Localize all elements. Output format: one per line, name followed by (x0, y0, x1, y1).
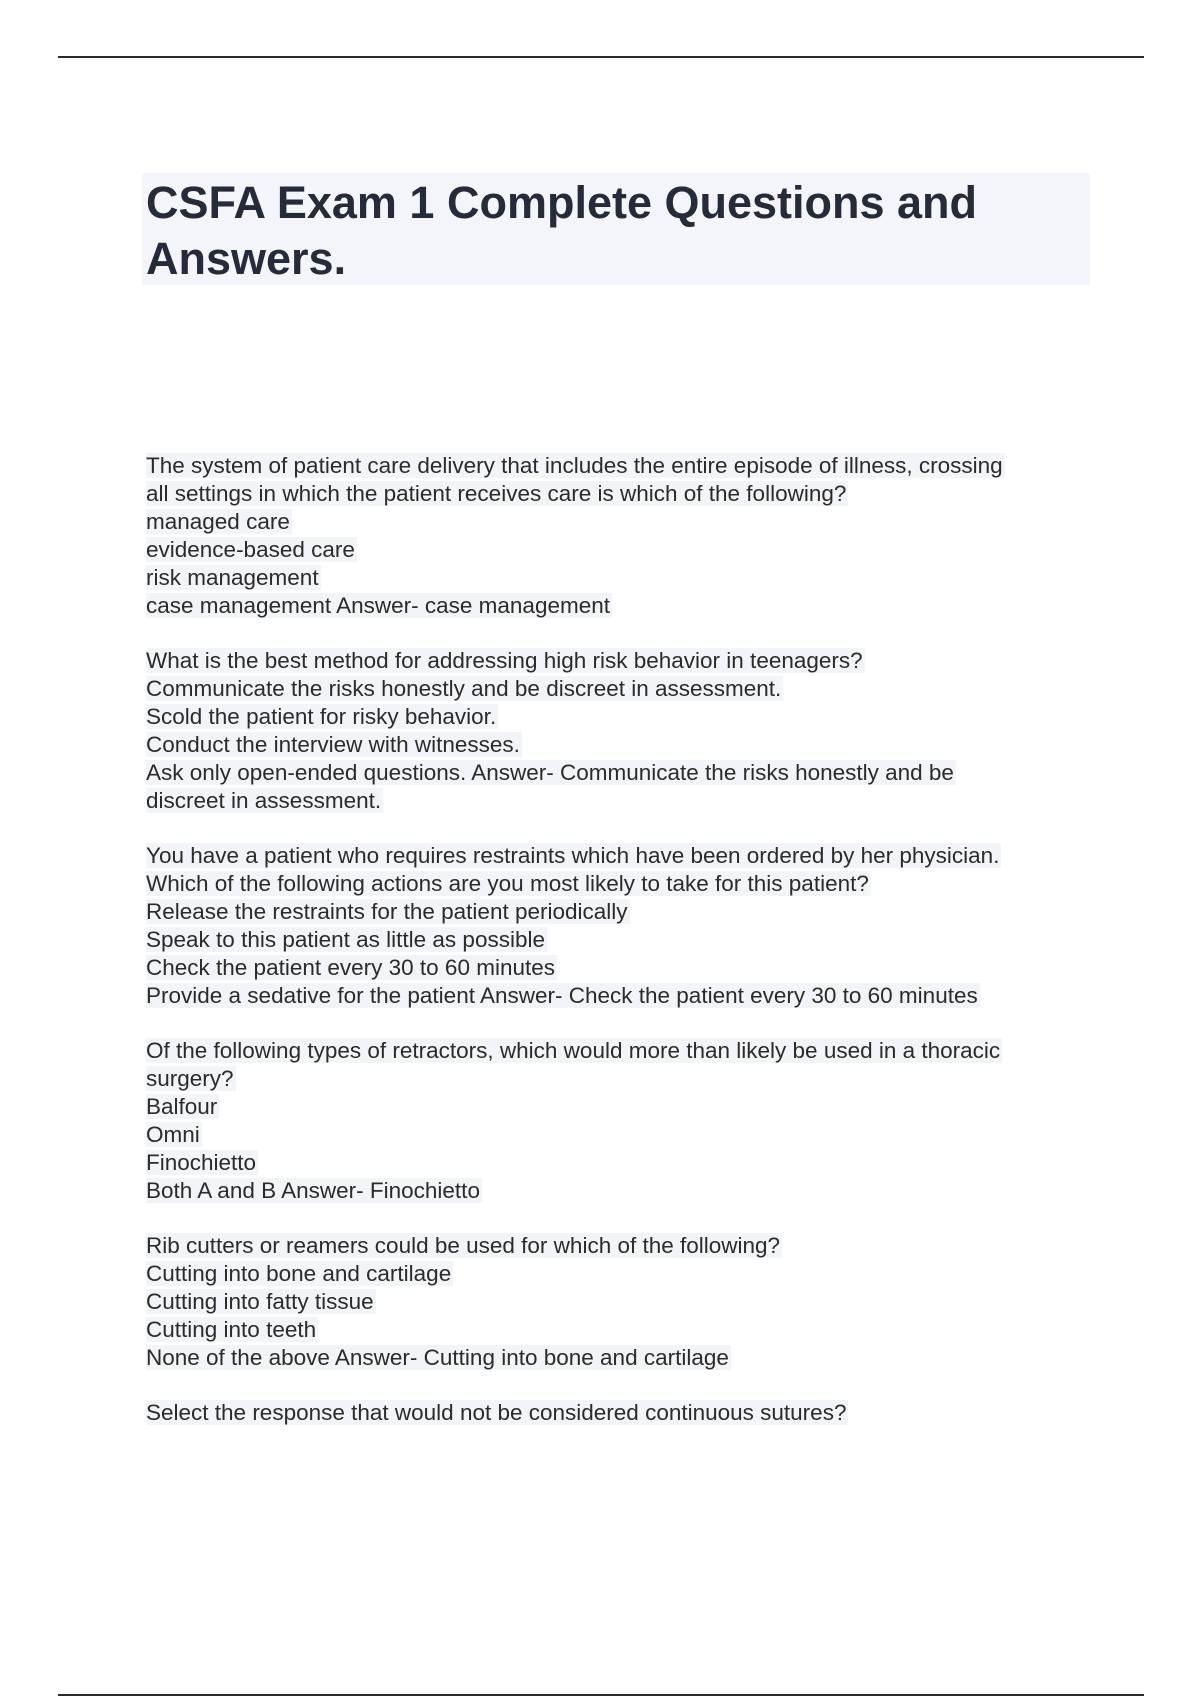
line-text: None of the above Answer- Cutting into bone and cartilage (146, 1345, 729, 1370)
title-line-2: Answers. (146, 233, 347, 284)
line-text: Cutting into fatty tissue (146, 1289, 374, 1314)
answer-option-line (146, 1288, 1086, 1316)
line-text: Ask only open-ended questions. Answer- Communicate the risks honestly and be (146, 760, 954, 785)
answer-option-line (146, 1093, 1086, 1121)
title-block (142, 173, 1090, 285)
answer-option-line (146, 926, 1086, 954)
answer-option-line (146, 508, 1086, 536)
line-text: What is the best method for addressing high risk behavior in teenagers? (146, 648, 863, 673)
answer-option-line (146, 982, 1086, 1010)
answer-option-line (146, 954, 1086, 982)
answer-option-line (146, 870, 1086, 898)
answer-option-line (146, 1344, 1086, 1372)
answer-option-line (146, 1316, 1086, 1344)
top-rule (58, 56, 1144, 58)
line-text: Omni (146, 1122, 200, 1147)
line-text: evidence-based care (146, 537, 355, 562)
line-text: Of the following types of retractors, which would more than likely be used in a thoracic (146, 1038, 1001, 1063)
answer-option-line (146, 592, 1086, 620)
line-text: Balfour (146, 1094, 218, 1119)
line-text: case management Answer- case management (146, 593, 610, 618)
line-text: Provide a sedative for the patient Answer- Check the patient every 30 to 60 minutes (146, 983, 978, 1008)
question-list (146, 452, 1086, 1454)
question-block (146, 842, 1086, 1010)
answer-option-line (146, 1260, 1086, 1288)
answer-option-line (146, 898, 1086, 926)
line-text: Cutting into bone and cartilage (146, 1261, 452, 1286)
title-line-1: CSFA Exam 1 Complete Questions and (146, 177, 978, 228)
answer-option-line (146, 1065, 1086, 1093)
bottom-rule (58, 1694, 1144, 1696)
answer-option-line (146, 675, 1086, 703)
answer-option-line (146, 759, 1086, 787)
line-text: Speak to this patient as little as possible (146, 927, 545, 952)
question-block (146, 452, 1086, 620)
answer-option-line (146, 731, 1086, 759)
line-text: Both A and B Answer- Finochietto (146, 1178, 480, 1203)
question-text-line (146, 1399, 1086, 1427)
line-text: Finochietto (146, 1150, 257, 1175)
answer-option-line (146, 1121, 1086, 1149)
line-text: Release the restraints for the patient periodically (146, 899, 628, 924)
line-text: Cutting into teeth (146, 1317, 317, 1342)
line-text: Scold the patient for risky behavior. (146, 704, 497, 729)
line-text: Select the response that would not be considered continuous sutures? (146, 1400, 847, 1425)
question-text-line (146, 1232, 1086, 1260)
question-block (146, 1037, 1086, 1205)
question-text-line (146, 842, 1086, 870)
question-text-line (146, 647, 1086, 675)
question-block (146, 647, 1086, 815)
answer-option-line (146, 564, 1086, 592)
question-text-line (146, 1037, 1086, 1065)
answer-option-line (146, 1149, 1086, 1177)
line-text: The system of patient care delivery that includes the entire episode of illness, crossing (146, 453, 1003, 478)
line-text: Rib cutters or reamers could be used for which of the following? (146, 1233, 781, 1258)
line-text: surgery? (146, 1066, 234, 1091)
line-text: managed care (146, 509, 290, 534)
answer-option-line (146, 480, 1086, 508)
line-text: discreet in assessment. (146, 788, 382, 813)
line-text: risk management (146, 565, 319, 590)
line-text: all settings in which the patient receives care is which of the following? (146, 481, 847, 506)
line-text: Communicate the risks honestly and be discreet in assessment. (146, 676, 782, 701)
line-text: Check the patient every 30 to 60 minutes (146, 955, 555, 980)
document-title (142, 173, 1090, 287)
answer-option-line (146, 703, 1086, 731)
answer-option-line (146, 536, 1086, 564)
question-text-line (146, 452, 1086, 480)
answer-option-line (146, 1177, 1086, 1205)
line-text: Conduct the interview with witnesses. (146, 732, 520, 757)
question-block (146, 1399, 1086, 1427)
line-text: You have a patient who requires restraints which have been ordered by her physician. (146, 843, 1000, 868)
line-text: Which of the following actions are you most likely to take for this patient? (146, 871, 869, 896)
answer-option-line (146, 787, 1086, 815)
question-block (146, 1232, 1086, 1372)
